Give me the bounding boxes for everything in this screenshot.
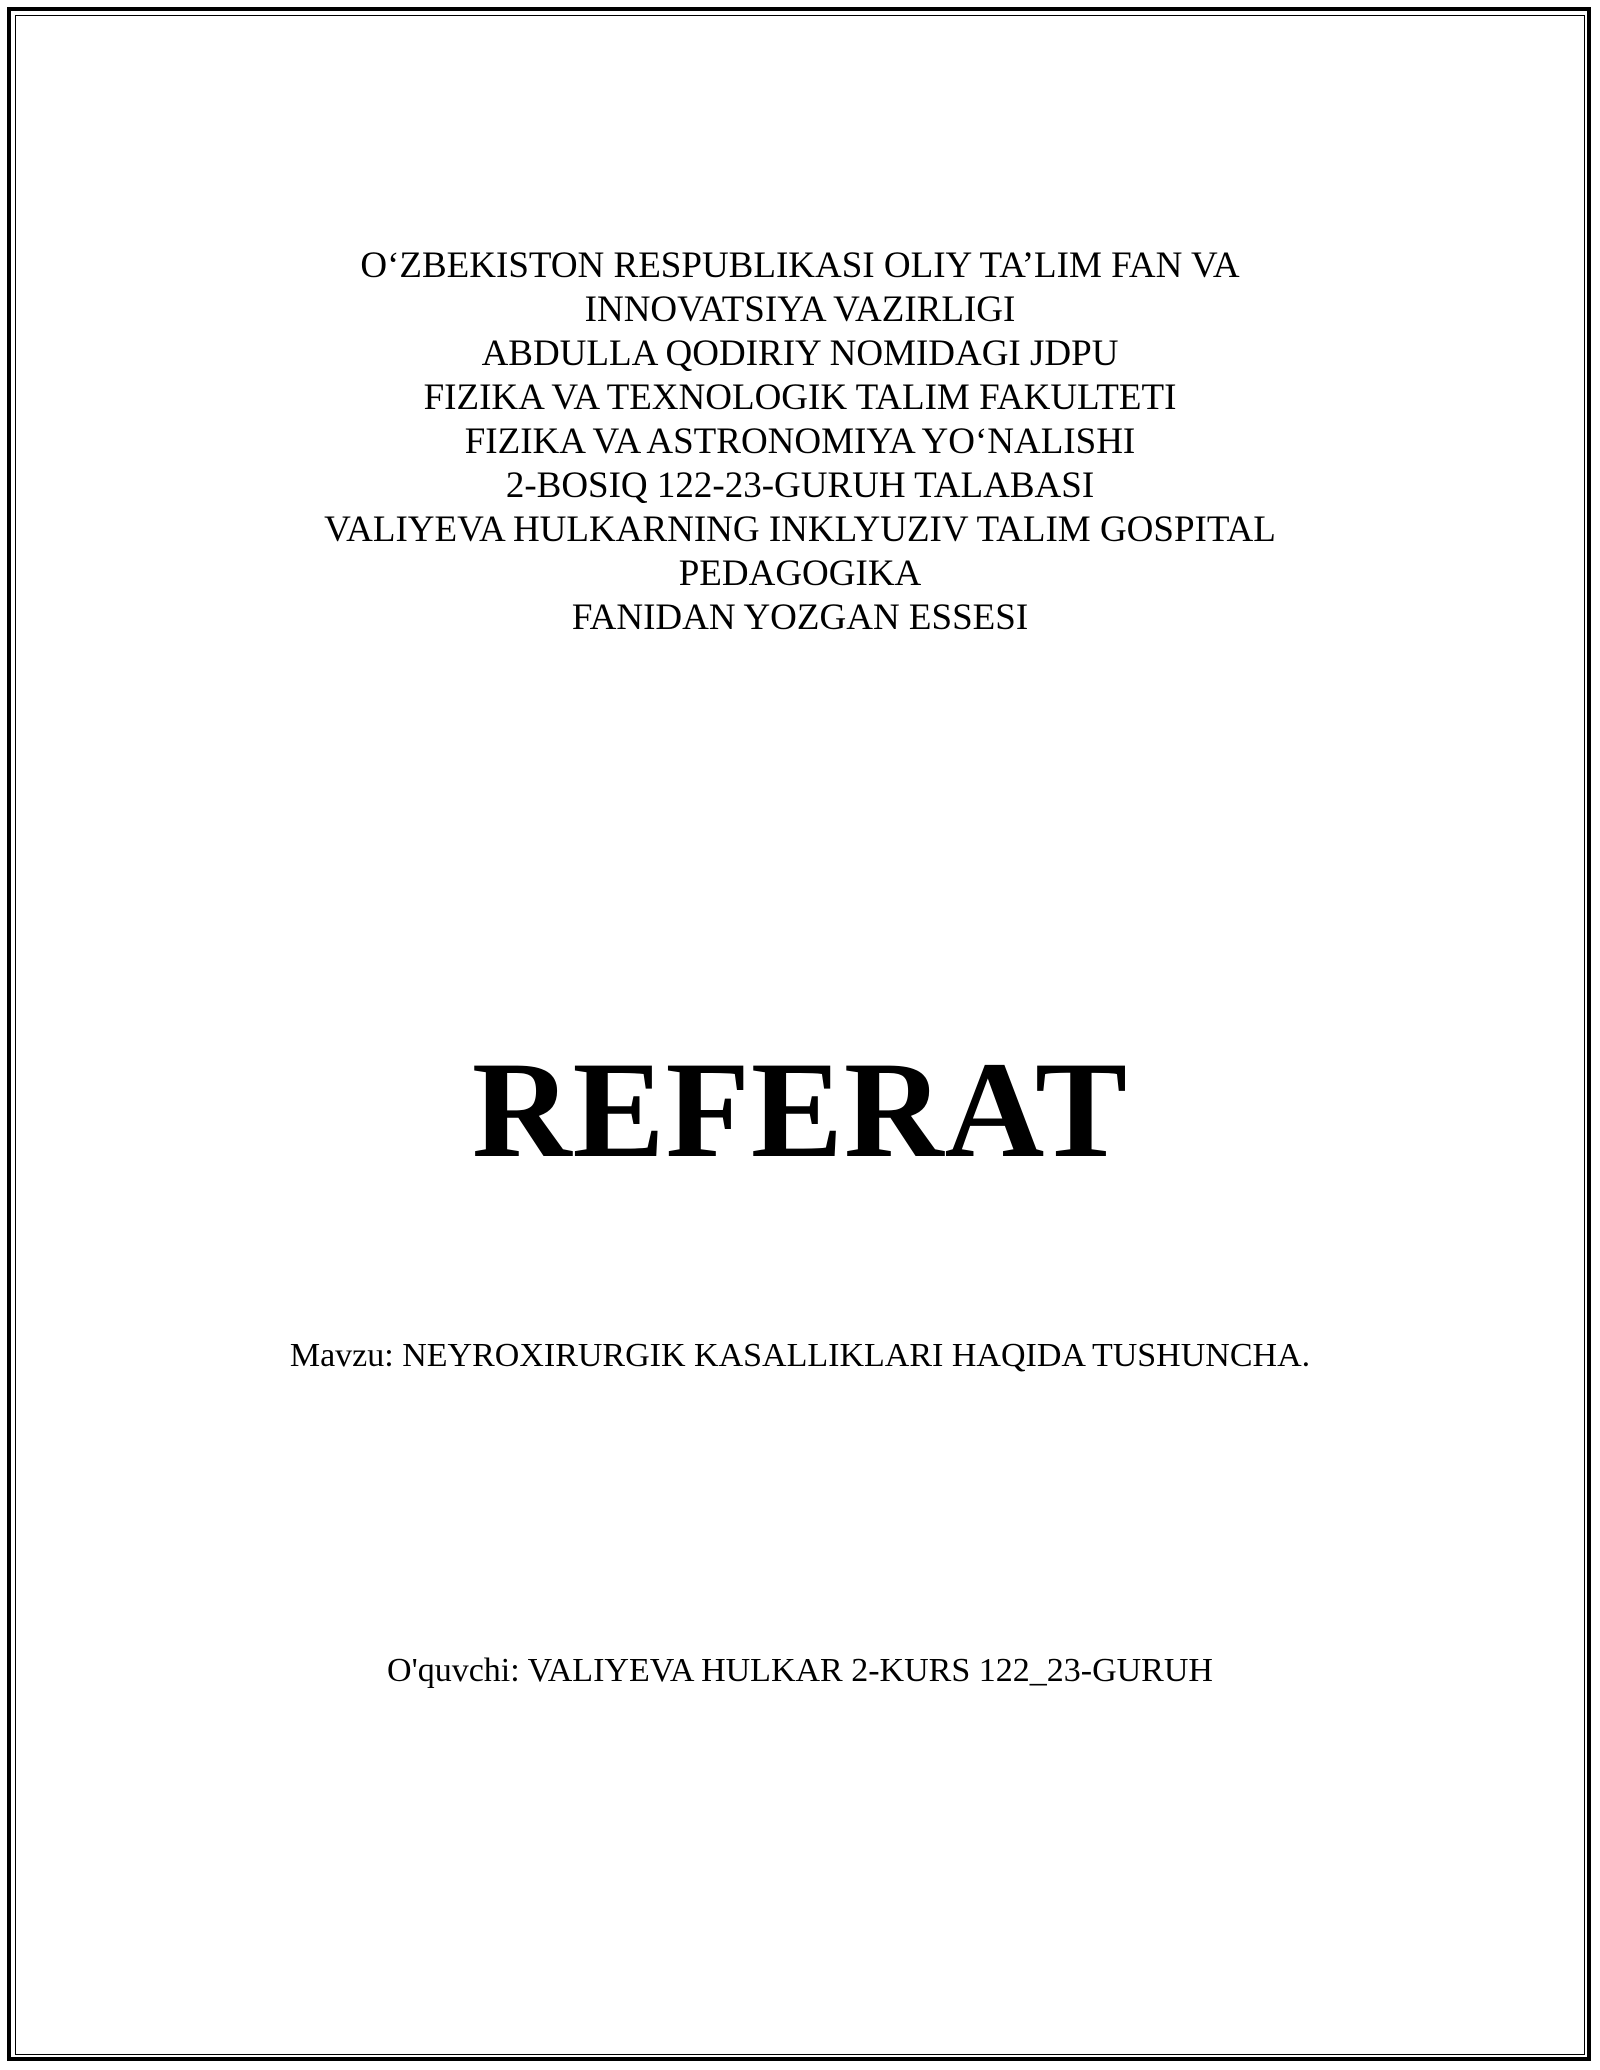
institution-header	[0, 244, 1600, 640]
header-line: FIZIKA VA ASTRONOMIYA YO‘NALISHI	[464, 421, 1136, 462]
header-line: VALIYEVA HULKARNING INKLYUZIV TALIM GOSPITAL	[324, 509, 1276, 550]
header-line: FANIDAN YOZGAN ESSESI	[571, 597, 1029, 638]
header-line: PEDAGOGIKA	[678, 553, 922, 594]
header-line: 2-BOSIQ 122-23-GURUH TALABASI	[505, 465, 1095, 506]
student-line: O'quvchi: VALIYEVA HULKAR 2-KURS 122_23-GURUH	[387, 1652, 1213, 1689]
header-line: INNOVATSIYA VAZIRLIGI	[584, 289, 1016, 330]
header-line: ABDULLA QODIRIY NOMIDAGI JDPU	[481, 333, 1119, 374]
document-title: REFERAT	[471, 1033, 1129, 1186]
header-line: FIZIKA VA TEXNOLOGIK TALIM FAKULTETI	[423, 377, 1177, 418]
header-line: O‘ZBEKISTON RESPUBLIKASI OLIY TA’LIM FAN VA	[360, 245, 1240, 286]
topic-line: Mavzu: NEYROXIRURGIK KASALLIKLARI HAQIDA TUSHUNCHA.	[289, 1337, 1311, 1374]
